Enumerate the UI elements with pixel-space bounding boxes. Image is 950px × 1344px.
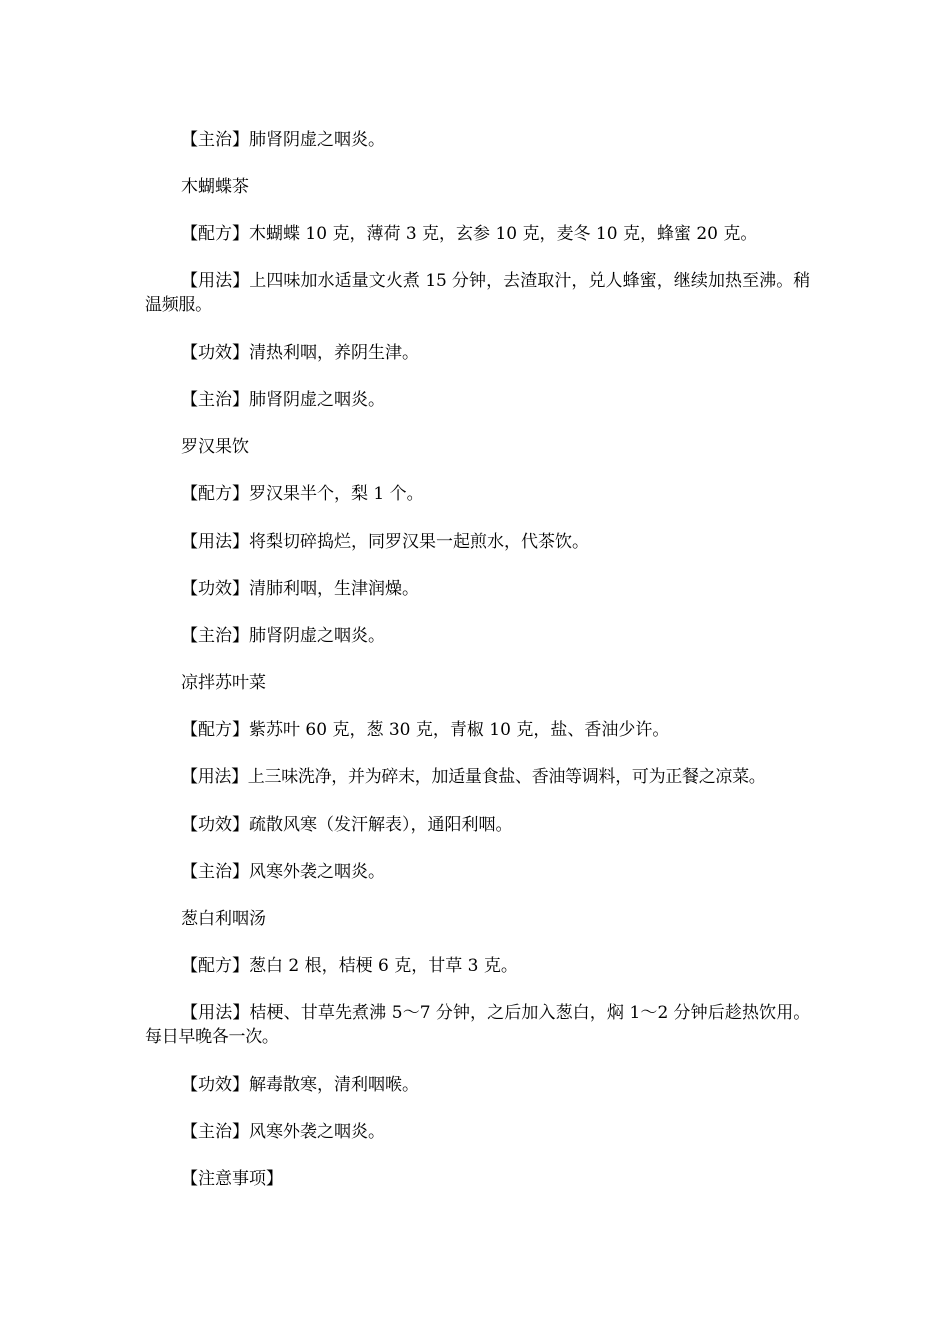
paragraph-indication: 【主治】肺肾阴虚之咽炎。 <box>181 130 385 150</box>
paragraph-indication: 【主治】肺肾阴虚之咽炎。 <box>181 626 385 646</box>
paragraph-indication: 【主治】风寒外袭之咽炎。 <box>181 1122 385 1142</box>
paragraph-formula: 【配方】木蝴蝶 10 克，薄荷 3 克，玄参 10 克，麦冬 10 克，蜂蜜 20 克。 <box>181 224 758 244</box>
paragraph-indication: 【主治】风寒外袭之咽炎。 <box>181 862 385 882</box>
paragraph-formula: 【配方】罗汉果半个，梨 1 个。 <box>181 484 424 504</box>
section-heading-precautions: 【注意事项】 <box>181 1169 283 1189</box>
paragraph-usage: 【用法】上四味加水适量文火煮 15 分钟，去渣取汁，兑人蜂蜜，继续加热至沸。稍温频服。 <box>145 271 810 315</box>
recipe-title-scallion-soup: 葱白利咽汤 <box>181 909 266 929</box>
paragraph-indication: 【主治】肺肾阴虚之咽炎。 <box>181 390 385 410</box>
paragraph-efficacy: 【功效】疏散风寒（发汗解表），通阳利咽。 <box>181 815 513 835</box>
paragraph-efficacy: 【功效】解毒散寒，清利咽喉。 <box>181 1075 419 1095</box>
recipe-title-mu-hu-die-tea: 木蝴蝶茶 <box>181 177 249 197</box>
paragraph-efficacy: 【功效】清肺利咽，生津润燥。 <box>181 579 419 599</box>
paragraph-usage: 【用法】上三味洗净，并为碎末，加适量食盐、香油等调料，可为正餐之凉菜。 <box>181 767 766 787</box>
paragraph-formula: 【配方】葱白 2 根，桔梗 6 克，甘草 3 克。 <box>181 956 518 976</box>
paragraph-usage: 【用法】将梨切碎捣烂，同罗汉果一起煎水，代茶饮。 <box>181 532 589 552</box>
paragraph-efficacy: 【功效】清热利咽，养阴生津。 <box>181 343 419 363</box>
recipe-title-cold-perilla-dish: 凉拌苏叶菜 <box>181 673 266 693</box>
paragraph-usage: 【用法】桔梗、甘草先煮沸 5～7 分钟，之后加入葱白，焖 1～2 分钟后趁热饮用。每日早晚各一次。 <box>145 1003 810 1047</box>
paragraph-formula: 【配方】紫苏叶 60 克，葱 30 克，青椒 10 克，盐、香油少许。 <box>181 720 670 740</box>
recipe-title-luo-han-guo-drink: 罗汉果饮 <box>181 437 249 457</box>
